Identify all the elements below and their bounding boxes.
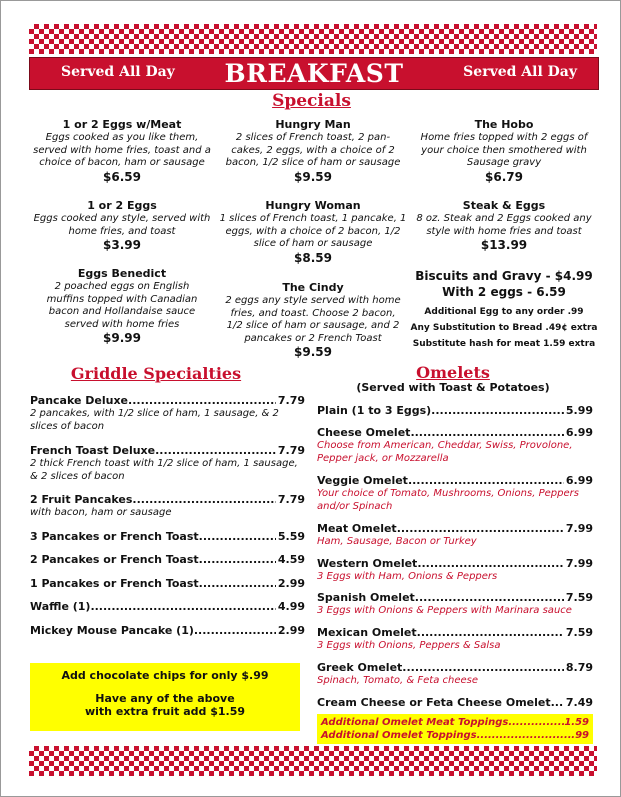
griddle-item (30, 553, 305, 567)
griddle-heading: Griddle Specialties (70, 364, 242, 383)
special-item (37, 267, 207, 346)
item-price: 7.79 (277, 394, 305, 407)
item-name: 3 Pancakes or French Toast (30, 530, 199, 543)
item-row (30, 600, 305, 614)
item-desc: Ham, Sausage, Bacon or Turkey (317, 536, 477, 547)
special-price: $6.79 (485, 169, 523, 184)
dot-leader (397, 522, 564, 536)
dot-leader (410, 426, 563, 440)
item-price: 7.79 (277, 444, 305, 457)
item-row (317, 404, 593, 418)
biscuits-and-gravy: Biscuits and Gravy - $4.99 (415, 269, 593, 283)
special-item (29, 118, 215, 185)
dot-leader (417, 557, 564, 571)
item-desc: 2 thick French toast with 1/2 slice of ham, 1 sausage, & 2 slices of bacon (30, 458, 298, 482)
extra-note: Additional Egg to any order .99 (424, 307, 584, 317)
item-name: Meat Omelet (317, 522, 397, 535)
omelet-item (317, 404, 593, 418)
item-row (317, 474, 593, 488)
special-desc: 2 slices of French toast, 2 pan-cakes, 2 eggs, with a choice of 2 bacon, 1/2 slice of ham or sausage (225, 132, 401, 168)
special-item (410, 199, 598, 253)
dot-leader (477, 729, 572, 742)
topping-label: Additional Omelet Meat Toppings (321, 717, 509, 728)
special-desc: Eggs cooked any style, served with home fries, and toast (33, 213, 211, 237)
item-row (317, 522, 593, 536)
omelet-item (317, 661, 593, 688)
served-all-day-left: Served All Day (61, 64, 175, 80)
special-name: The Hobo (474, 118, 534, 131)
item-row (30, 394, 305, 408)
item-row (317, 557, 593, 571)
griddle-item (30, 493, 305, 520)
item-name: Greek Omelet (317, 661, 403, 674)
item-desc: 3 Eggs with Ham, Onions & Peppers (317, 571, 498, 582)
item-row (30, 624, 305, 638)
omelet-item (317, 591, 593, 618)
item-row (317, 591, 593, 605)
griddle-item (30, 530, 305, 544)
topping-price: .99 (571, 730, 589, 741)
checkered-border-top (29, 24, 597, 54)
special-item (222, 118, 404, 185)
specials-heading: Specials (272, 91, 351, 111)
item-price: 5.99 (565, 404, 593, 417)
item-name: Cream Cheese or Feta Cheese Omelet (317, 696, 551, 709)
item-row (317, 626, 593, 640)
special-name: The Cindy (282, 281, 344, 294)
item-price: 7.59 (565, 591, 593, 604)
item-name: Cheese Omelet (317, 426, 411, 439)
item-price: 7.99 (565, 557, 593, 570)
omelet-item (317, 522, 593, 549)
checkered-border-bottom (29, 746, 597, 776)
special-price: $3.99 (103, 238, 141, 252)
special-name: Eggs Benedict (77, 267, 167, 280)
special-desc: 1 slices of French toast, 1 pancake, 1 eggs, with a choice of 2 bacon, 1/2 slice of ham or sausage (219, 213, 407, 249)
omelet-item (317, 696, 593, 710)
item-row (30, 553, 305, 567)
promo-line: Have any of the above (95, 692, 235, 705)
griddle-item (30, 577, 305, 591)
special-name: Hungry Woman (265, 199, 361, 212)
item-price: 4.99 (277, 600, 305, 613)
special-item (219, 199, 407, 266)
griddle-item (30, 394, 305, 433)
dot-leader (417, 626, 564, 640)
griddle-item (30, 624, 305, 638)
item-desc: 3 Eggs with Onions & Peppers with Marinara sauce (317, 605, 572, 616)
special-price: $9.99 (103, 331, 141, 345)
item-desc: Your choice of Tomato, Mushrooms, Onions, Peppers and/or Spinach (317, 488, 579, 512)
griddle-item (30, 444, 305, 483)
omelet-item (317, 474, 593, 513)
dot-leader (402, 661, 564, 675)
item-name: 2 Fruit Pancakes (30, 493, 133, 506)
item-price: 7.99 (565, 522, 593, 535)
special-price: $9.59 (294, 345, 332, 359)
item-price: 6.99 (565, 426, 593, 439)
item-desc: 3 Eggs with Onions, Peppers & Salsa (317, 640, 501, 651)
item-desc: Choose from American, Cheddar, Swiss, Provolone, Pepper jack, or Mozzarella (317, 440, 573, 464)
item-name: French Toast Deluxe (30, 444, 156, 457)
item-price: 2.99 (277, 577, 305, 590)
special-item (410, 118, 598, 185)
item-price: 7.79 (277, 493, 305, 506)
special-price: $8.59 (294, 250, 332, 265)
item-row (317, 426, 593, 440)
topping-label: Additional Omelet Toppings (321, 730, 477, 741)
dot-leader (90, 600, 275, 614)
extra-note: Substitute hash for meat 1.59 extra (412, 339, 596, 349)
title-banner (29, 57, 599, 90)
dot-leader (199, 553, 276, 567)
dot-leader (132, 493, 275, 507)
item-name: Plain (1 to 3 Eggs) (317, 404, 432, 417)
item-name: Western Omelet (317, 557, 418, 570)
special-item (29, 199, 215, 253)
item-desc: 2 pancakes, with 1/2 slice of ham, 1 sausage, & 2 slices of bacon (30, 408, 279, 432)
item-row (317, 661, 593, 675)
special-name: Steak & Eggs (462, 199, 546, 212)
special-desc: 2 eggs any style served with home fries, and toast. Choose 2 bacon, 1/2 slice of ham or sausage, and 2 pancakes or 2 French Toast (225, 295, 401, 344)
special-name: Hungry Man (275, 118, 351, 131)
dot-leader (155, 444, 276, 458)
dot-leader (128, 394, 276, 408)
special-item (222, 281, 404, 360)
special-name: 1 or 2 Eggs (87, 199, 157, 212)
topping-row (321, 716, 589, 729)
special-desc: 2 poached eggs on English muffins topped with Canadian bacon and Hollandaise sauce served with home fries (46, 281, 198, 330)
dot-leader (194, 624, 276, 638)
special-price: $6.59 (103, 169, 141, 184)
menu-title: BREAKFAST (224, 59, 404, 88)
special-desc: 8 oz. Steak and 2 Eggs cooked any style with home fries and toast (416, 213, 592, 237)
promo-box (30, 663, 300, 731)
item-name: Spanish Omelet (317, 591, 415, 604)
promo-line: with extra fruit add $1.59 (84, 705, 246, 718)
dot-leader (199, 577, 276, 591)
omelets-subheading: (Served with Toast & Potatoes) (356, 381, 550, 394)
dot-leader (199, 530, 276, 544)
griddle-item (30, 600, 305, 614)
item-name: 2 Pancakes or French Toast (30, 553, 199, 566)
item-price: 2.99 (277, 624, 305, 637)
item-row (30, 577, 305, 591)
item-row (317, 696, 593, 710)
item-price: 7.49 (565, 696, 593, 709)
topping-price: 1.59 (564, 717, 589, 728)
item-name: Veggie Omelet (317, 474, 408, 487)
dot-leader (551, 696, 564, 710)
item-name: Mexican Omelet (317, 626, 417, 639)
omelet-item (317, 557, 593, 584)
item-name: Waffle (1) (30, 600, 91, 613)
item-price: 8.79 (565, 661, 593, 674)
item-row (30, 493, 305, 507)
promo-line: Add chocolate chips for only $.99 (61, 669, 269, 682)
item-price: 7.59 (565, 626, 593, 639)
omelets-heading: Omelets (416, 363, 490, 382)
special-desc: Home fries topped with 2 eggs of your choice then smothered with Sausage gravy (420, 132, 588, 168)
item-name: 1 Pancakes or French Toast (30, 577, 199, 590)
omelet-item (317, 426, 593, 465)
dot-leader (508, 716, 564, 729)
item-desc: Spinach, Tomato, & Feta cheese (317, 675, 479, 686)
toppings-box (317, 714, 593, 744)
item-name: Pancake Deluxe (30, 394, 129, 407)
item-price: 4.59 (277, 553, 305, 566)
item-name: Mickey Mouse Pancake (1) (30, 624, 194, 637)
special-price: $9.59 (294, 169, 332, 184)
dot-leader (408, 474, 564, 488)
special-price: $13.99 (480, 238, 528, 252)
omelet-item (317, 626, 593, 653)
item-price: 5.59 (277, 530, 305, 543)
biscuits-with-eggs: With 2 eggs - 6.59 (442, 285, 566, 299)
topping-row (321, 729, 589, 742)
item-desc: with bacon, ham or sausage (30, 507, 172, 518)
special-name: 1 or 2 Eggs w/Meat (62, 118, 182, 131)
special-desc: Eggs cooked as you like them, served with home fries, toast and a choice of bacon, ham or sausage (33, 132, 211, 168)
item-price: 6.99 (565, 474, 593, 487)
item-row (30, 444, 305, 458)
served-all-day-right: Served All Day (463, 64, 577, 80)
dot-leader (431, 404, 564, 418)
item-row (30, 530, 305, 544)
extra-note: Any Substitution to Bread .49¢ extra (410, 323, 598, 333)
dot-leader (415, 591, 564, 605)
